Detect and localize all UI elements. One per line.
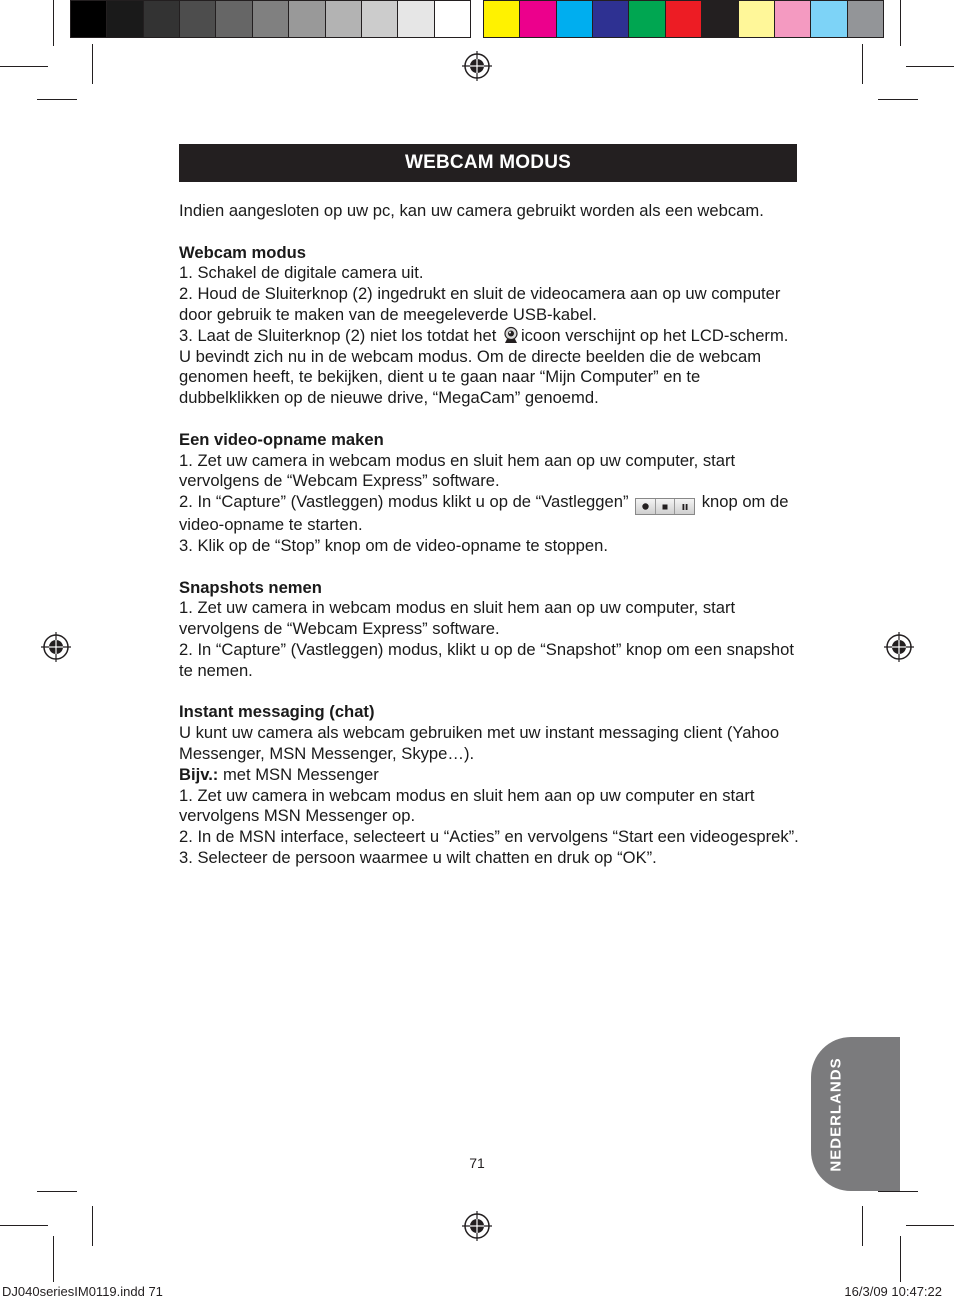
video-step-3: 3. Klik op de “Stop” knop om de video-opname te stoppen. bbox=[179, 535, 608, 555]
video-step-2 bbox=[179, 492, 799, 536]
stop-icon bbox=[656, 499, 676, 514]
webcam-step-3-end: icoon verschijnt op het LCD-scherm. U bevindt zich nu in de webcam modus. Om de directe beelden die de webcam genomen heeft, te bekijken, dient u te gaan naar “Mijn Computer” en te dubbelklikken op de nieuwe drive, “MegaCam” genoemd. bbox=[179, 325, 789, 408]
crop-mark bbox=[0, 1225, 48, 1226]
file-slug: DJ040seriesIM0119.indd 71 bbox=[2, 1284, 163, 1299]
crop-mark bbox=[906, 1225, 954, 1226]
gray-swatch bbox=[107, 1, 143, 37]
webcam-step-3 bbox=[179, 326, 799, 409]
webcam-step-3-start: 3. Laat de Sluiterknop (2) niet los totdat het bbox=[179, 325, 501, 345]
chat-section-heading: Instant messaging (chat) bbox=[179, 702, 375, 722]
video-step-1: 1. Zet uw camera in webcam modus en sluit hem aan op uw computer, start vervolgens de “Webcam Express” software. bbox=[179, 450, 736, 491]
gray-swatch bbox=[253, 1, 289, 37]
color-swatch bbox=[811, 1, 847, 37]
pause-icon bbox=[675, 499, 694, 514]
color-swatch bbox=[557, 1, 593, 37]
color-swatch bbox=[520, 1, 556, 37]
crop-mark bbox=[92, 1206, 93, 1246]
manual-body bbox=[179, 201, 799, 869]
crop-mark bbox=[53, 0, 54, 46]
crop-mark bbox=[906, 66, 954, 67]
color-swatch bbox=[848, 1, 883, 37]
gray-swatch bbox=[71, 1, 107, 37]
registration-mark-icon bbox=[461, 1210, 493, 1242]
video-step-2-start: 2. In “Capture” (Vastleggen) modus klikt u op de “Vastleggen” bbox=[179, 492, 634, 512]
chat-intro: U kunt uw camera als webcam gebruiken met uw instant messaging client (Yahoo Messenger, MSN Messenger, Skype…). bbox=[179, 723, 780, 763]
snapshot-step-1: 1. Zet uw camera in webcam modus en sluit hem aan op uw computer, start vervolgens de “Webcam Express” software. bbox=[179, 598, 736, 639]
color-swatch bbox=[666, 1, 702, 37]
gray-swatch bbox=[144, 1, 180, 37]
color-swatch bbox=[739, 1, 775, 37]
crop-mark bbox=[0, 66, 48, 67]
webcam-icon bbox=[502, 326, 520, 344]
video-section-heading: Een video-opname maken bbox=[179, 429, 384, 449]
color-swatch bbox=[775, 1, 811, 37]
grayscale-color-bar bbox=[70, 0, 471, 38]
color-swatch bbox=[629, 1, 665, 37]
crop-mark bbox=[37, 1191, 77, 1192]
color-swatch bbox=[484, 1, 520, 37]
section-title: WEBCAM MODUS bbox=[179, 144, 797, 182]
example-label: Bijv.: bbox=[179, 764, 219, 784]
gray-swatch bbox=[326, 1, 362, 37]
webcam-section-heading: Webcam modus bbox=[179, 242, 306, 262]
intro-paragraph: Indien aangesloten op uw pc, kan uw camera gebruikt worden als een webcam. bbox=[179, 201, 764, 220]
crop-mark bbox=[53, 1236, 54, 1282]
snapshot-section-heading: Snapshots nemen bbox=[179, 577, 322, 597]
date-slug: 16/3/09 10:47:22 bbox=[844, 1284, 942, 1299]
webcam-step-1: 1. Schakel de digitale camera uit. bbox=[179, 263, 424, 283]
registration-mark-icon bbox=[461, 50, 493, 82]
crop-mark bbox=[37, 99, 77, 100]
registration-mark-icon bbox=[883, 631, 915, 663]
crop-mark bbox=[900, 0, 901, 46]
gray-swatch bbox=[362, 1, 398, 37]
gray-swatch bbox=[398, 1, 434, 37]
crop-mark bbox=[862, 1206, 863, 1246]
crop-mark bbox=[878, 99, 918, 100]
chat-step-1: 1. Zet uw camera in webcam modus en sluit hem aan op uw computer en start vervolgens MSN Messenger op. bbox=[179, 785, 755, 826]
capture-buttons-icon bbox=[635, 498, 695, 515]
crop-mark bbox=[862, 44, 863, 84]
gray-swatch bbox=[180, 1, 216, 37]
process-color-bar bbox=[483, 0, 884, 38]
color-swatch bbox=[593, 1, 629, 37]
crop-mark bbox=[878, 1191, 918, 1192]
record-icon bbox=[636, 499, 656, 514]
snapshot-step-2: 2. In “Capture” (Vastleggen) modus, klikt u op de “Snapshot” knop om een snapshot te nemen. bbox=[179, 639, 794, 680]
color-swatch bbox=[702, 1, 738, 37]
crop-mark bbox=[92, 44, 93, 84]
page-number: 71 bbox=[469, 1155, 485, 1171]
gray-swatch bbox=[216, 1, 252, 37]
webcam-step-2: 2. Houd de Sluiterknop (2) ingedrukt en sluit de videocamera aan op uw computer door gebruik te maken van de meegeleverde USB-kabel. bbox=[179, 284, 781, 324]
crop-mark bbox=[900, 1236, 901, 1282]
chat-step-3: 3. Selecteer de persoon waarmee u wilt chatten en druk op “OK”. bbox=[179, 847, 657, 867]
video-step-2-end: knop om de video-opname te starten. bbox=[179, 492, 789, 535]
gray-swatch bbox=[435, 1, 470, 37]
language-tab-label: NEDERLANDS bbox=[827, 1056, 845, 1172]
chat-step-2: 2. In de MSN interface, selecteert u “Acties” en vervolgens “Start een videogesprek”. bbox=[179, 827, 799, 847]
chat-example bbox=[179, 765, 799, 786]
gray-swatch bbox=[289, 1, 325, 37]
example-text: met MSN Messenger bbox=[218, 764, 379, 784]
registration-mark-icon bbox=[40, 631, 72, 663]
